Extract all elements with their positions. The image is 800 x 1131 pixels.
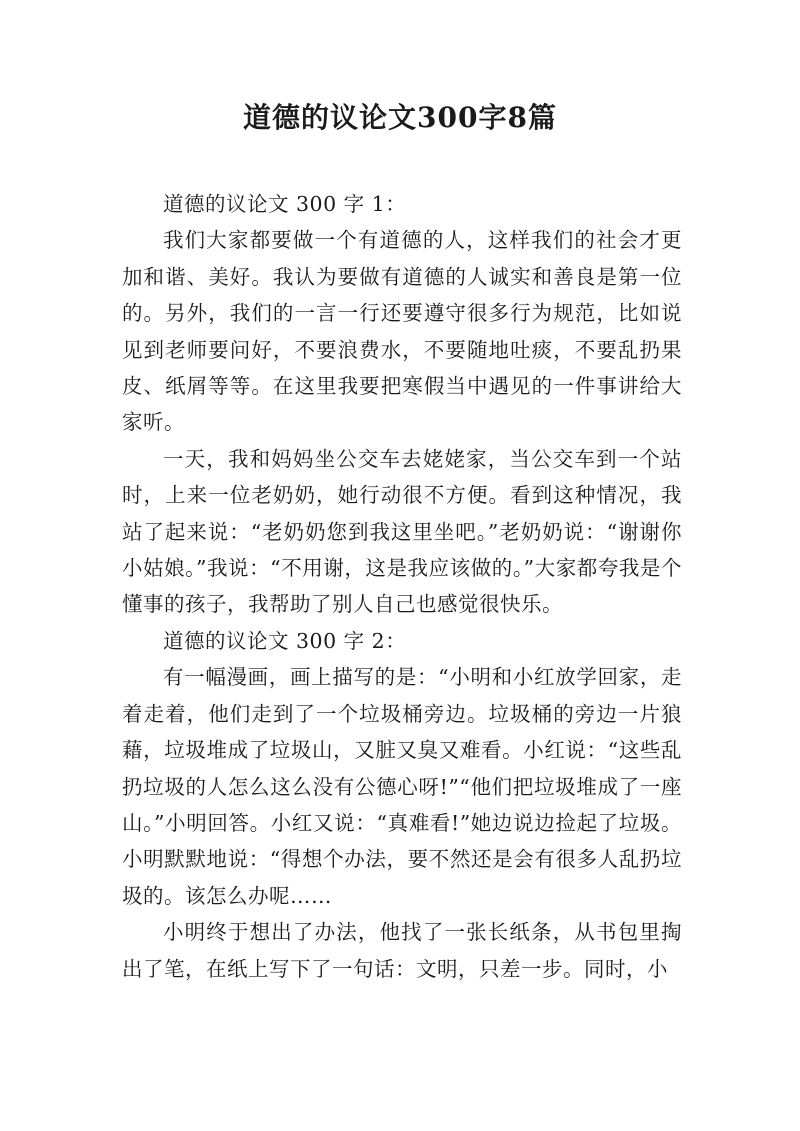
- paragraph: 小明终于想出了办法，他找了一张长纸条，从书包里掏出了笔，在纸上写下了一句话：文明，只差一步。同时，小: [122, 920, 682, 981]
- section-heading: 道德的议论文 300 字 2：: [163, 628, 407, 653]
- document-body: [122, 186, 682, 987]
- paragraph: 有一幅漫画，画上描写的是：“小明和小红放学回家，走着走着，他们走到了一个垃圾桶旁边。垃圾桶的旁边一片狼藉，垃圾堆成了垃圾山，又脏又臭又难看。小红说：“这些乱扔垃圾的人怎么这么没有公德心呀!”“他们把垃圾堆成了一座山。”小明回答。小红又说：“真难看!”她边说边捡起了垃圾。小明默默地说：“得想个办法，要不然还是会有很多人乱扔垃圾的。该怎么办呢……: [122, 665, 682, 908]
- paragraph: 一天，我和妈妈坐公交车去姥姥家，当公交车到一个站时，上来一位老奶奶，她行动很不方便。看到这种情况，我站了起来说：“老奶奶您到我这里坐吧。”老奶奶说：“谢谢你小姑娘。”我说：“不用谢，这是我应该做的。”大家都夸我是个懂事的孩子，我帮助了别人自己也感觉很快乐。: [122, 446, 682, 617]
- section-heading: 道德的议论文 300 字 1：: [163, 192, 407, 216]
- paragraph: 我们大家都要做一个有道德的人，这样我们的社会才更加和谐、美好。我认为要做有道德的人诚实和善良是第一位的。另外，我们的一言一行还要遵守很多行为规范，比如说见到老师要问好，不要浪费水，不要随地吐痰，不要乱扔果皮、纸屑等等。在这里我要把寒假当中遇见的一件事讲给大家听。: [122, 228, 682, 435]
- document-title: 道德的议论文300字8篇: [243, 101, 557, 134]
